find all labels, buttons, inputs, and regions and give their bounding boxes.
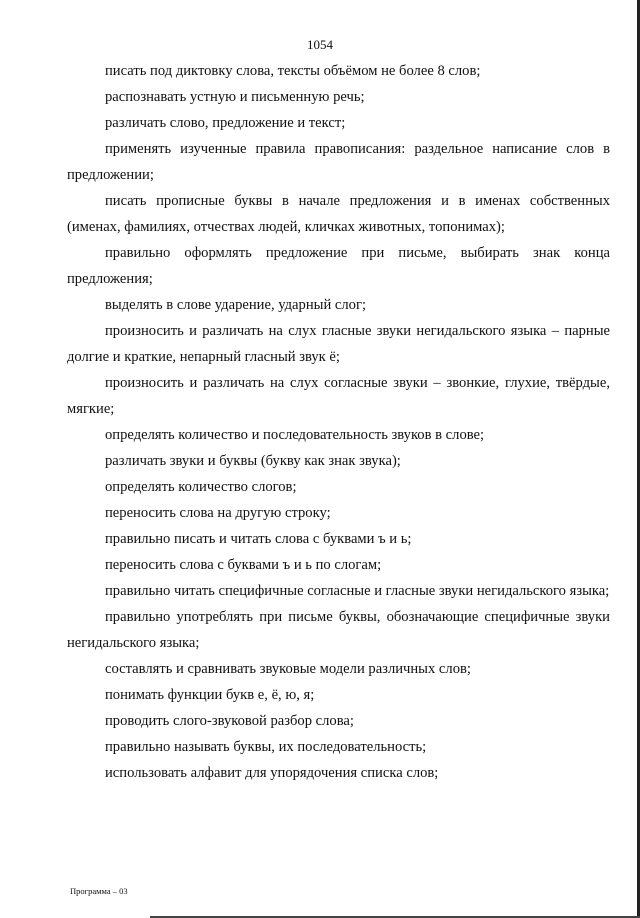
list-item: писать под диктовку слова, тексты объёмом не более 8 слов;	[105, 63, 481, 79]
list-item: писать прописные буквы в начале предложения и в именах собственных (именах, фамилиях, отчествах людей, кличках животных, топонимах);	[67, 193, 610, 235]
page-footer: Программа – 03	[70, 886, 128, 896]
list-item: выделять в слове ударение, ударный слог;	[105, 297, 366, 313]
list-item: составлять и сравнивать звуковые модели различных слов;	[105, 661, 471, 677]
list-item: правильно читать специфичные согласные и гласные звуки негидальского языка;	[105, 583, 610, 599]
list-item: различать слово, предложение и текст;	[105, 115, 346, 131]
page-number: 1054	[307, 37, 333, 52]
list-item: переносить слова на другую строку;	[105, 505, 331, 521]
list-item: определять количество и последовательность звуков в слове;	[105, 427, 485, 443]
list-item: переносить слова с буквами ъ и ь по слогам;	[105, 557, 382, 573]
list-item: распознавать устную и письменную речь;	[105, 89, 365, 105]
list-item: правильно писать и читать слова с буквами ъ и ь;	[105, 531, 412, 547]
list-item: понимать функции букв е, ё, ю, я;	[105, 687, 315, 703]
list-item: произносить и различать на слух согласные звуки – звонкие, глухие, твёрдые, мягкие;	[67, 375, 610, 417]
list-item: произносить и различать на слух гласные звуки негидальского языка – парные долгие и краткие, непарный гласный звук ё;	[67, 323, 610, 365]
list-item: правильно называть буквы, их последовательность;	[105, 739, 427, 755]
list-item: применять изученные правила правописания: раздельное написание слов в предложении;	[67, 141, 610, 183]
list-item: правильно оформлять предложение при письме, выбирать знак конца предложения;	[67, 245, 610, 287]
list-item: правильно употреблять при письме буквы, обозначающие специфичные звуки негидальского языка;	[67, 609, 610, 651]
list-item: использовать алфавит для упорядочения списка слов;	[105, 765, 439, 781]
list-item: различать звуки и буквы (букву как знак звука);	[105, 453, 401, 469]
list-item: определять количество слогов;	[105, 479, 297, 495]
document-body	[67, 58, 610, 786]
list-item: проводить слого-звуковой разбор слова;	[105, 713, 354, 729]
